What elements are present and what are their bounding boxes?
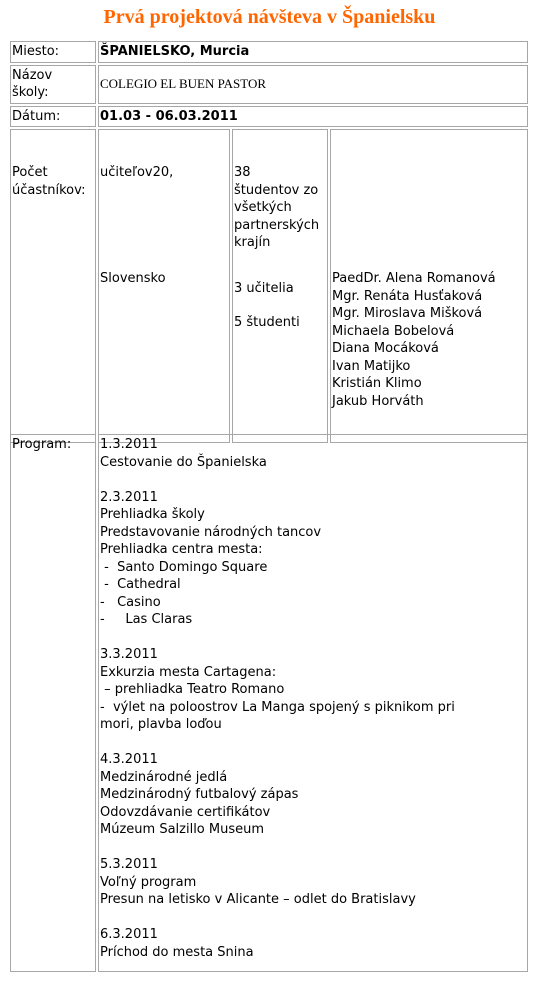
program-item: Medzinárodné jedlá xyxy=(100,769,228,785)
program-date: 6.3.2011 xyxy=(100,927,158,942)
students-line: všetkých xyxy=(234,200,292,215)
participant-name: Kristián Klimo xyxy=(332,376,422,391)
students-lines xyxy=(234,164,326,252)
program-date: 1.3.2011 xyxy=(100,437,158,452)
program-item: – prehliadka Teatro Romano xyxy=(100,682,285,697)
program-table xyxy=(8,432,530,974)
students-line: partnerských xyxy=(234,217,320,233)
participants-col-b xyxy=(232,129,328,443)
students-line: študentov zo xyxy=(234,182,319,198)
participant-name: Ivan Matijko xyxy=(332,358,411,374)
names-list xyxy=(332,270,526,410)
participants-col-c xyxy=(330,129,528,443)
program-item: Prehliadka centra mesta: xyxy=(100,542,263,557)
program-item: Prehliadka školy xyxy=(100,507,205,522)
program-day xyxy=(100,751,526,839)
school-value: COLEGIO EL BUEN PASTOR xyxy=(98,65,528,104)
school-label-line1: Názov xyxy=(12,67,53,83)
program-day xyxy=(100,646,526,734)
page-title: Prvá projektová návšteva v Španielsku xyxy=(103,6,436,28)
program-item: mori, plavba loďou xyxy=(100,717,222,732)
program-item: - Santo Domingo Square xyxy=(100,559,268,575)
program-item: Odovzdávanie certifikátov xyxy=(100,804,271,820)
students-line: 38 xyxy=(234,165,251,180)
program-day xyxy=(100,436,526,471)
sk-students: 5 študenti xyxy=(234,315,300,330)
school-label xyxy=(10,65,96,104)
participants-label-line2: účastníkov: xyxy=(12,182,86,198)
program-item: Exkurzia mesta Cartagena: xyxy=(100,664,277,680)
participant-name: PaedDr. Alena Romanová xyxy=(332,271,496,286)
program-days xyxy=(100,436,526,961)
program-date: 5.3.2011 xyxy=(100,857,158,872)
program-label: Program: xyxy=(10,434,96,972)
sk-teachers: 3 učitelia xyxy=(234,280,294,296)
participants-col-a xyxy=(98,129,230,443)
program-item: - výlet na poloostrov La Manga spojený s piknikom pri xyxy=(100,699,455,715)
program-item: Múzeum Salzillo Museum xyxy=(100,822,265,837)
program-day xyxy=(100,489,526,629)
participants-label-line1: Počet xyxy=(12,165,48,180)
program-item: - Las Claras xyxy=(100,612,193,627)
program-content xyxy=(98,434,528,972)
date-label: Dátum: xyxy=(10,106,96,128)
program-item: - Casino xyxy=(100,594,161,610)
info-table xyxy=(8,39,530,445)
participant-name: Mgr. Renáta Husťaková xyxy=(332,288,483,304)
program-date: 3.3.2011 xyxy=(100,647,158,662)
program-item: Príchod do mesta Snina xyxy=(100,944,254,960)
country: Slovensko xyxy=(100,270,166,286)
program-day xyxy=(100,856,526,909)
program-item: Presun na letisko v Alicante – odlet do Bratislavy xyxy=(100,892,416,907)
participant-name: Michaela Bobelová xyxy=(332,323,455,339)
program-date: 2.3.2011 xyxy=(100,489,158,505)
students-line: krajín xyxy=(234,235,271,250)
participant-name: Jakub Horváth xyxy=(332,393,424,409)
program-item: Cestovanie do Španielska xyxy=(100,454,267,470)
program-item: Predstavovanie národných tancov xyxy=(100,524,322,540)
participant-name: Mgr. Miroslava Mišková xyxy=(332,306,483,321)
place-value: ŠPANIELSKO, Murcia xyxy=(98,41,528,63)
school-label-line2: školy: xyxy=(12,85,49,100)
program-date: 4.3.2011 xyxy=(100,752,158,767)
program-item: Voľný program xyxy=(100,874,197,890)
place-label: Miesto: xyxy=(10,41,96,63)
participants-label xyxy=(10,129,96,443)
teachers-count: učiteľov20, xyxy=(100,165,174,180)
program-item: - Cathedral xyxy=(100,577,181,592)
date-value: 01.03 - 06.03.2011 xyxy=(98,106,528,128)
participant-name: Diana Mocáková xyxy=(332,341,439,356)
program-day xyxy=(100,926,526,961)
program-item: Medzinárodný futbalový zápas xyxy=(100,787,299,802)
